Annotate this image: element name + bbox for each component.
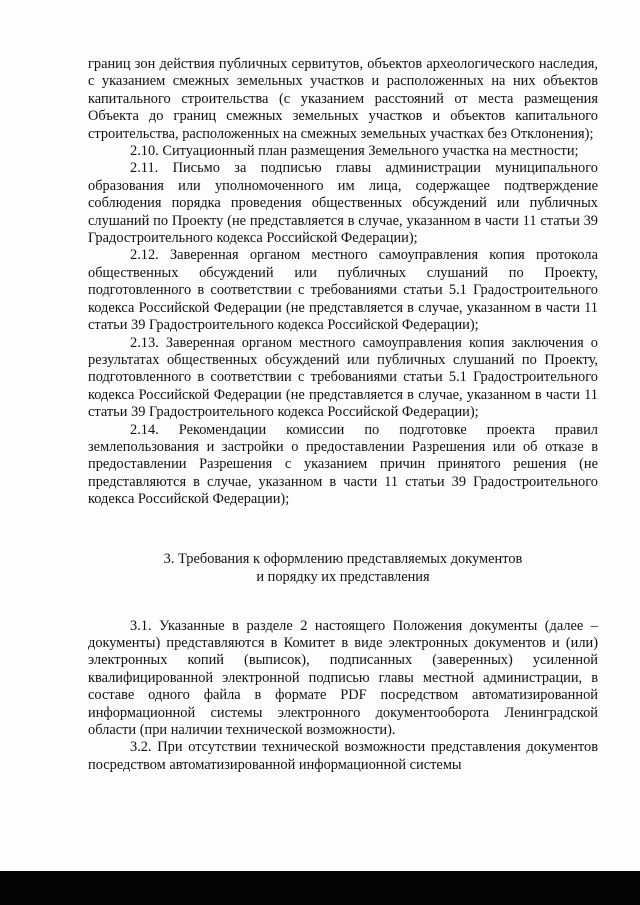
paragraph-2-10: 2.10. Ситуационный план размещения Земельного участка на местности; [130,143,579,160]
section-3-heading-line-1: 3. Требования к оформлению представляемых документов [163,550,523,567]
paragraph-3-2: 3.2. При отсутствии технической возможности представления документов посредством автоматизированной информационной системы [88,739,598,773]
document-body [88,56,598,774]
scan-bottom-edge [0,871,640,905]
paragraph-intro: границ зон действия публичных сервитутов, объектов археологического наследия, с указанием смежных земельных участков и расположенных на них объектов капитального строительства (с указанием расстояний от места размещения Объекта до границ смежных земельных участков и объектов капитального строительства, расположенных на смежных земельных участках без Отклонения); [88,56,598,142]
paragraph-3-1: 3.1. Указанные в разделе 2 настоящего Положения документы (далее – документы) представляются в Комитет в виде электронных документов и (или) электронных копий (выписок), подписанных (заверенных) усиленной квалифицированной электронной подписью главы местной администрации, в составе одного файла в формате PDF посредством автоматизированной информационной системы электронного документооборота Ленинградской области (при наличии технической возможности). [88,617,598,738]
paragraph-2-14: 2.14. Рекомендации комиссии по подготовке проекта правил землепользования и застройки о предоставлении Разрешения или об отказе в предоставлении Разрешения с указанием причин принятого решения (не представляются в случае, указанном в части 11 статьи 39 Градостроительного кодекса Российской Федерации); [88,421,598,508]
paragraph-2-13: 2.13. Заверенная органом местного самоуправления копия заключения о результатах общественных обсуждений или публичных слушаний по Проекту, подготовленного в соответствии с требованиями статьи 5.1 Градостроительного кодекса Российской Федерации (не представляется в случае, указанном в части 11 статьи 39 Градостроительного кодекса Российской Федерации); [88,334,598,421]
section-3-heading-line-2: и порядку их представления [256,568,430,585]
spacer [88,509,598,550]
paragraph-2-12: 2.12. Заверенная органом местного самоуправления копия протокола общественных обсуждений или публичных слушаний по Проекту, подготовленного в соответствии с требованиями статьи 5.1 Градостроительного кодекса Российской Федерации (не представляется в случае, указанном в части 11 статьи 39 Градостроительного кодекса Российской Федерации); [88,247,598,334]
spacer [88,586,598,618]
paragraph-2-11: 2.11. Письмо за подписью главы администрации муниципального образования или уполномоченного им лица, содержащее подтверждение соблюдения порядка проведения общественных обсуждений или публичных слушаний по Проекту (не представляется в случае, указанном в части 11 статьи 39 Градостроительного кодекса Российской Федерации); [88,160,598,247]
section-3-heading [88,550,598,586]
